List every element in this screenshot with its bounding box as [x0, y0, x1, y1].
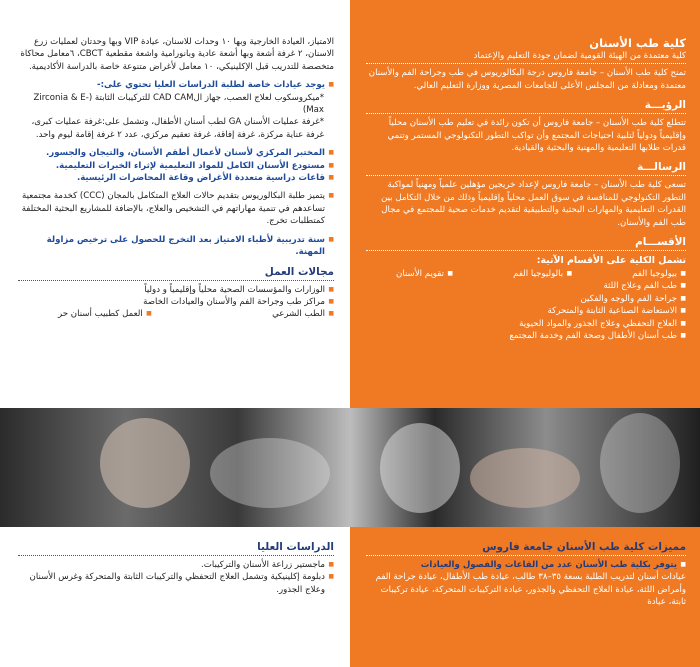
features-heading: مميزات كلية طب الأسنان جامعة فاروس — [366, 540, 686, 556]
features-bold-line: ■ يتوفر بكلية طب الأسنان عدد من القاعات والفصول والعيادات — [366, 559, 686, 571]
department-item: ■ تقويم الأسنان — [396, 268, 453, 280]
departments-heading: الأقســـام — [366, 235, 686, 251]
postgrad-item: *ميكروسكوب لعلاج العصب، جهاز الCAD CAM للتركيبات الثابتة (Zirconia & E-Max) — [33, 92, 324, 116]
ccc-text: ■ يتميز طلبة البكالوريوس بتقديم حالات العلاج المتكامل بالمجان (CCC) كخدمة مجتمعية تساعدهم في تنمية مهاراتهم في التشخيص والعلاج، بالإضافة للمشاريع البحثية المختلفة كمتطلبات تخرج. — [18, 190, 334, 227]
department-item: ■ طب الفم وعلاج اللثة — [366, 280, 686, 292]
fields-heading: مجالات العمل — [18, 265, 334, 281]
field-item: ■ الطب الشرعي — [272, 308, 334, 320]
postgrad-program: ■ ماجستير زراعة الأسنان والتركيبات. — [18, 559, 334, 571]
internship-text: ■ سنة تدريبية لأطباء الامتياز بعد التخرج للحصول على ترخيص مزاولة المهنة. — [18, 234, 334, 259]
right-column — [366, 36, 686, 343]
vision-text: تتطلع كلية طب الأسنان – جامعة فاروس أن تكون رائدة في تعليم طب الأسنان محلياً وإقليمياً ودولياً لتلبية احتياجات المجتمع وأن تواكب التطور التكنولوجي المستمر وتنمي قدرات طلابها التعليمية والمهنية والبحثية والقيادية. — [387, 118, 686, 154]
postgrad-clinics-heading: ■ يوجد عيادات خاصة لطلبة الدراسات العليا تحتوي على:- — [18, 79, 334, 91]
department-item: ■ بيولوجيا الفم — [632, 268, 686, 280]
postgrad-program: ■ دبلومة إكلينيكية وتشمل العلاج التحفظي والتركيبات الثابتة والمتحركة وغرس الأسنان وعلاج الجذور. — [18, 571, 334, 596]
postgrad-heading: الدراسات العليا — [18, 540, 334, 556]
college-subtitle: كلية معتمدة من الهيئة القومية لضمان جودة التعليم والإعتماد — [366, 50, 686, 64]
college-intro: تمنح كلية طب الأسنان – جامعة فاروس درجة البكالوريوس في طب وجراحة الفم والأسنان معتمدة ومعادلة من المجلس الأعلى للجامعات المصرية ووزارة التعليم العالي. — [368, 68, 686, 91]
college-title: كلية طب الأسنان — [589, 36, 686, 50]
facility-bullet: ■ المختبر المركزي لأسنان لأعمال أطقم الأسنان، والتيجان والجسور. — [18, 147, 334, 159]
left-column — [18, 36, 334, 321]
features-section — [366, 540, 686, 609]
department-item: ■ طب أسنان الأطفال وصحة الفم وخدمة المجتمع — [366, 330, 686, 342]
field-item: ■ مراكز طب وجراحة الفم والأسنان والعيادات الخاصة — [18, 296, 334, 308]
department-item: ■ العلاج التحفظي وعلاج الجذور والمواد الحيوية — [366, 318, 686, 330]
department-item: ■ بالوليوجيا الفم — [513, 268, 572, 280]
postgrad-item: *غرفة عمليات الأسنان GA لطب أسنان الأطفال، وتشمل على:غرفة عمليات كبرى، غرفة عناية مركزة، غرفة إفاقة، غرفة تعقيم مركزي، عدد ٢ غرفة إقامة ليوم واحد. — [31, 117, 324, 140]
department-item: ■ جراحة الفم والوجه والفكين — [366, 293, 686, 305]
departments-row — [366, 268, 686, 280]
department-item: ■ الاستعاضة الصناعية الثابتة والمتحركة — [366, 305, 686, 317]
facility-bullet: ■ مستودع الأسنان الكامل للمواد التعليمية لإثراء الخبرات التعليمية. — [18, 160, 334, 172]
departments-intro: تشمل الكلية على الأقسام الآتية: — [536, 255, 686, 267]
facilities-text: الامتياز، العيادة الخارجية وبها ١٠ وحدات للاسنان، عيادة VIP وبها وحدتان لعمليات زرع الاسنان، ٢ غرفة أشعة وبها أشعة عادية وبانورامية واشعة مقطعية CBCT، ٦معامل محاكاة متخصصة للتدريب قبل الإكلينيكي، ١٠ معامل لأغراض متنوعة خاصة بالدراسة الأكاديمية. — [20, 37, 334, 72]
vision-heading: الرؤيـــة — [366, 98, 686, 114]
postgrad-section — [18, 540, 334, 596]
dental-photos — [0, 408, 700, 527]
field-item: ■ العمل كطبيب أسنان حر — [58, 308, 152, 320]
fields-row — [18, 308, 334, 320]
mission-text: تسعى كلية طب الأسنان – جامعة فاروس لإعداد خريجين مؤهلين علمياً ومهنياً لمواكبة التطور التكنولوجي للمنافسة في سوق العمل محلياً وإقليمياً وذلك من خلال التكامل بين القدرات التعليمية والمهارات البحثية والتطبيقية لتقديم خدمات صحية للمجتمع في مجال طب الفم والأسنان. — [381, 180, 686, 228]
facility-bullet: ■ قاعات دراسية متعددة الأغراض وقاعة المحاضرات الرئيسية. — [18, 172, 334, 184]
mission-heading: الرسالـــة — [366, 160, 686, 176]
field-item: ■ الوزارات والمؤسسات الصحية محلياً وإقليمياً و دولياً — [18, 284, 334, 296]
features-text: عيادات أسنان لتدريب الطلبة بسعة ٣٥–٣٨ طالب، عيادة طب الأطفال، عيادة جراحة الفم وأمراض اللثة، عيادة العلاج التحفظي والجذور، عيادة التركيبات المتحركة، عيادة تركيبات ثابتة، عيادة — [375, 572, 686, 608]
